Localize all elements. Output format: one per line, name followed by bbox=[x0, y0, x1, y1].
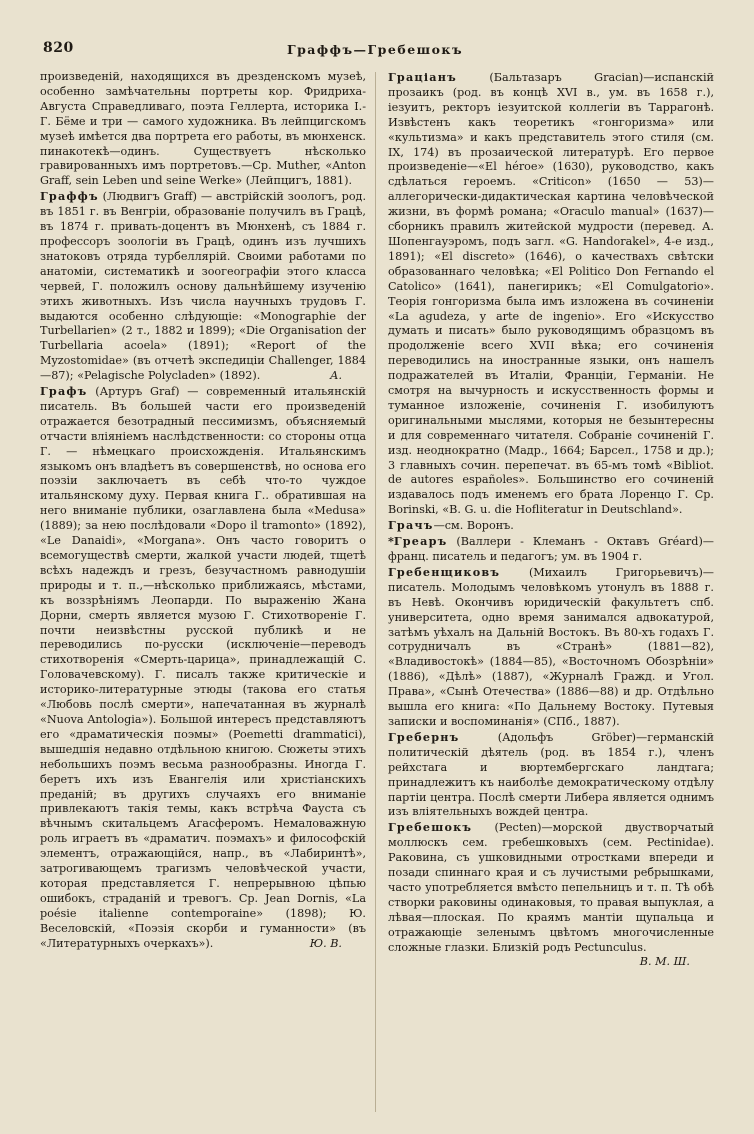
article-headword: Гребешокъ bbox=[388, 820, 473, 835]
new-article-marker: * bbox=[388, 534, 394, 549]
article-headword: Граффъ bbox=[40, 189, 99, 204]
article-entry bbox=[388, 730, 714, 820]
article-text: (Михаилъ Григорьевичъ)—писатель. Молодымъ человѣкомъ утонулъ въ 1888 г. въ Невѣ. Окончивъ юридическій факультетъ спб. университета, одно время занимался адвокатурой, затѣмъ уѣхалъ на Дальній Востокъ. Въ 80-хъ годахъ Г. сотрудничалъ въ «Странѣ» (1881—82), «Владивостокѣ» (1884—85), «Восточномъ Обозрѣніи» (1886), «Дѣлѣ» (1887), «Журналѣ Гражд. и Угол. Права», «Сынѣ Отечества» (1886—88) и др. Отдѣльно вышла его книга: «По Дальнему Востоку. Путевыя записки и воспоминанія» (СПб., 1887). bbox=[388, 565, 714, 728]
article-entry bbox=[40, 70, 366, 189]
article-headword: Гребернъ bbox=[388, 729, 460, 744]
article-entry bbox=[40, 384, 366, 951]
article-entry bbox=[388, 70, 714, 518]
author-signature: В. М. Ш. bbox=[639, 955, 690, 969]
article-headword: Грачъ bbox=[388, 518, 434, 533]
article-text: (Артуръ Graf) — современный итальянскій писатель. Въ большей части его произведеній отражается безотрадный пессимизмъ, объясняемый отчасти вліяніемъ наслѣдственности: со стороны отца Г. — нѣмецкаго происхожденія. Итальянскимъ языкомъ онъ владѣетъ въ совершенствѣ, но основа его поэзіи заключаетъ въ себѣ что-то чуждое итальянскому духу. Первая книга Г.. обратившая на него вниманіе публики, озаглавлена была «Medusa» (1889); за нею послѣдовали «Dopo il tramonto» (1892), «Le Danaidi», «Morgana». Онъ часто говоритъ о всемогуществѣ смерти, жалкой участи людей, тщетѣ всѣхъ надеждъ и грезъ, безучастномъ равнодушіи природы и т. п.,—нѣсколько приближаясь, мѣстами, къ воззрѣніямъ Леопарди. По выраженію Жана Дорни, смерть является музою Г. Стихотвореніе Г. почти неизвѣстны русской публикѣ и не переводились по-русски (исключеніе—переводъ стихотворенія «Смерть-царица», принадлежащій С. Головачевскому). Г. писалъ также критическіе и историко-литературные этюды (такова его статья «Любовь послѣ смерти», напечатанная въ журналѣ «Nuova Antologia»). Большой интересъ представляютъ его «драматическія поэмы» (Poemetti drammatici), вышедшія недавно отдѣльною книгою. Сюжеты этихъ небольшихъ поэмъ весьма разнообразны. Иногда Г. беретъ ихъ изъ Евангелія или христіанскихъ преданій; въ другихъ случаяхъ его вниманіе привлекаютъ такія темы, какъ встрѣча Фауста съ вѣчнымъ скитальцемъ Агасферомъ. Немаловажную роль играетъ въ «драматич. поэмахъ» и философскій элементъ, отражающійся, напр., въ «Лабиринтѣ», затрогивающемъ трагизмъ человѣческой участи, которая представляется Г. непрерывною цѣпью ошибокъ, страданій и тревогъ. Ср. Jean Dornis, «La poésie italienne contemporaine» (1898); Ю. Веселовскій, «Поэзія скорби и гуманности» (въ «Литературныхъ очеркахъ»). bbox=[40, 385, 366, 950]
left-column bbox=[40, 70, 366, 1120]
article-text: (Pecten)—морской двустворчатый моллюскъ сем. гребешковыхъ (сем. Pectinidae). Раковина, съ ушковидными отростками впереди и позади спиннаго края и съ лучистыми ребрышками, часто употребляется вмѣсто пепельницъ и т. п. Тѣ обѣ створки раковины одинаковыя, то правая выпуклая, а лѣвая—плоская. По краямъ мантіи щупальца и отражающіе зеленымъ цвѣтомъ многочисленные сложные глазки. Близкій родъ Pectunculus. bbox=[388, 821, 714, 954]
column-divider bbox=[375, 72, 376, 1112]
article-headword: Граціанъ bbox=[388, 70, 457, 84]
article-text: (Бальтазаръ Gracian)—испанскій прозаикъ (род. въ концѣ XVI в., ум. въ 1658 г.), іезуитъ, ректоръ іезуитской коллегіи въ Таррагонѣ. Извѣстенъ какъ теоретикъ «гонгоризма» или «культизма» и какъ представитель этого стиля (см. IX, 174) въ прозаической литературѣ. Его первое произведеніе—«El héroe» (1630), руководство, какъ сдѣлаться героемъ. «Criticon» (1650 — 53)—аллегорически-дидактическая картина человѣческой жизни, въ формѣ романа; «Oraculo manual» (1637)—сборникъ правилъ житейской мудрости (перевед. А. Шопенгауэромъ, подъ загл. «G. Handorakel», 4-е изд., 1891); «El discreto» (1646), о качествахъ свѣтски образованнаго человѣка; «El Politico Don Fernando el Catolico» (1641), панегирикъ; «El Comulgatorio». Теорія гонгоризма была имъ изложена въ сочиненіи «La agudeza, y arte de ingenio». Его «Искусство думать и писать» было руководящимъ образцомъ въ продолженіе всего XVII вѣка; его сочиненія переводились на иностранные языки, онъ нашелъ подражателей въ Италіи, Франціи, Германіи. Не смотря на вычурность и искусственность формы и туманное изложеніе, сочиненія Г. изобилуютъ оригинальными мыслями, которыя не безынтересны и для современнаго читателя. Собраніе сочиненій Г. изд. неоднократно (Мадр., 1664; Барсел., 1758 и др.); 3 главныхъ сочин. перепечат. въ 65-мъ томѣ «Bibliot. de autores españoles». Большинство его сочиненій издавалось подъ именемъ его брата Лоренцо Г. Ср. Borinski, «B. G. u. die Hofliteratur in Deutschland». bbox=[388, 71, 714, 517]
article-text: —см. Воронъ. bbox=[433, 519, 514, 533]
article-headword: Гребенщиковъ bbox=[388, 564, 501, 579]
article-entry bbox=[40, 189, 366, 384]
article-entry bbox=[388, 518, 714, 534]
right-column bbox=[388, 70, 714, 1120]
article-headword: Греаръ bbox=[393, 534, 448, 549]
running-head: Граффъ—Гребешокъ bbox=[286, 42, 464, 57]
article-headword: Графъ bbox=[40, 384, 88, 399]
author-signature: Ю. В. bbox=[309, 936, 342, 950]
page-number: 820 bbox=[43, 40, 74, 56]
author-signature: А. bbox=[329, 369, 342, 383]
article-entry bbox=[388, 820, 714, 970]
article-text: (Адольфъ Gröber)—германскій политическій дѣятель (род. въ 1854 г.), членъ рейхстага и вюртембергскаго ландтага; принадлежитъ къ наиболѣе демократическому отдѣлу партіи центра. Послѣ смерти Либера является однимъ изъ вліятельныхъ вождей центра. bbox=[388, 730, 714, 819]
article-entry bbox=[388, 565, 714, 730]
article-entry bbox=[388, 534, 714, 565]
article-text: произведеній, находящихся въ дрезденскомъ музеѣ, особенно замѣчательны портреты кор. Фридриха-Августа Справедливаго, поэта Геллерта, историка І.-Г. Бёме и три — самого художника. Въ лейпцигскомъ музеѣ имѣется два портрета его работы, въ мюнхенск. пинакотекѣ—одинъ. Существуетъ нѣсколько гравированныхъ имъ портретовъ.—Ср. Muther, «Anton Graff, sein Leben und seine Werke» (Лейпцигъ, 1881). bbox=[40, 70, 366, 188]
article-text: (Людвигъ Graff) — австрійскій зоологъ, род. въ 1851 г. въ Венгріи, образованіе получилъ въ Грацѣ, въ 1874 г. привать-доцентъ въ Мюнхенѣ, съ 1884 г. профессоръ зоологіи въ Грацѣ, одинъ изъ лучшихъ знатоковъ отряда турбеллярій. Своими работами по анатоміи, систематикѣ и зоогеографіи этого класса червей, Г. положилъ основу дальнѣйшему изученію этихъ животныхъ. Изъ числа научныхъ трудовъ Г. выдаются особенно слѣдующіе: «Monographie der Turbellarien» (2 т., 1882 и 1899); «Die Organisation der Turbellaria acoela» (1891); «Report of the Myzostomidae» (въ отчетѣ экспедиціи Challenger, 1884—87); «Pelagische Polycladen» (1892). bbox=[40, 190, 366, 383]
article-text: (Валлери - Клеманъ - Октавъ Gréard)—франц. писатель и педагогъ; ум. въ 1904 г. bbox=[388, 535, 714, 563]
